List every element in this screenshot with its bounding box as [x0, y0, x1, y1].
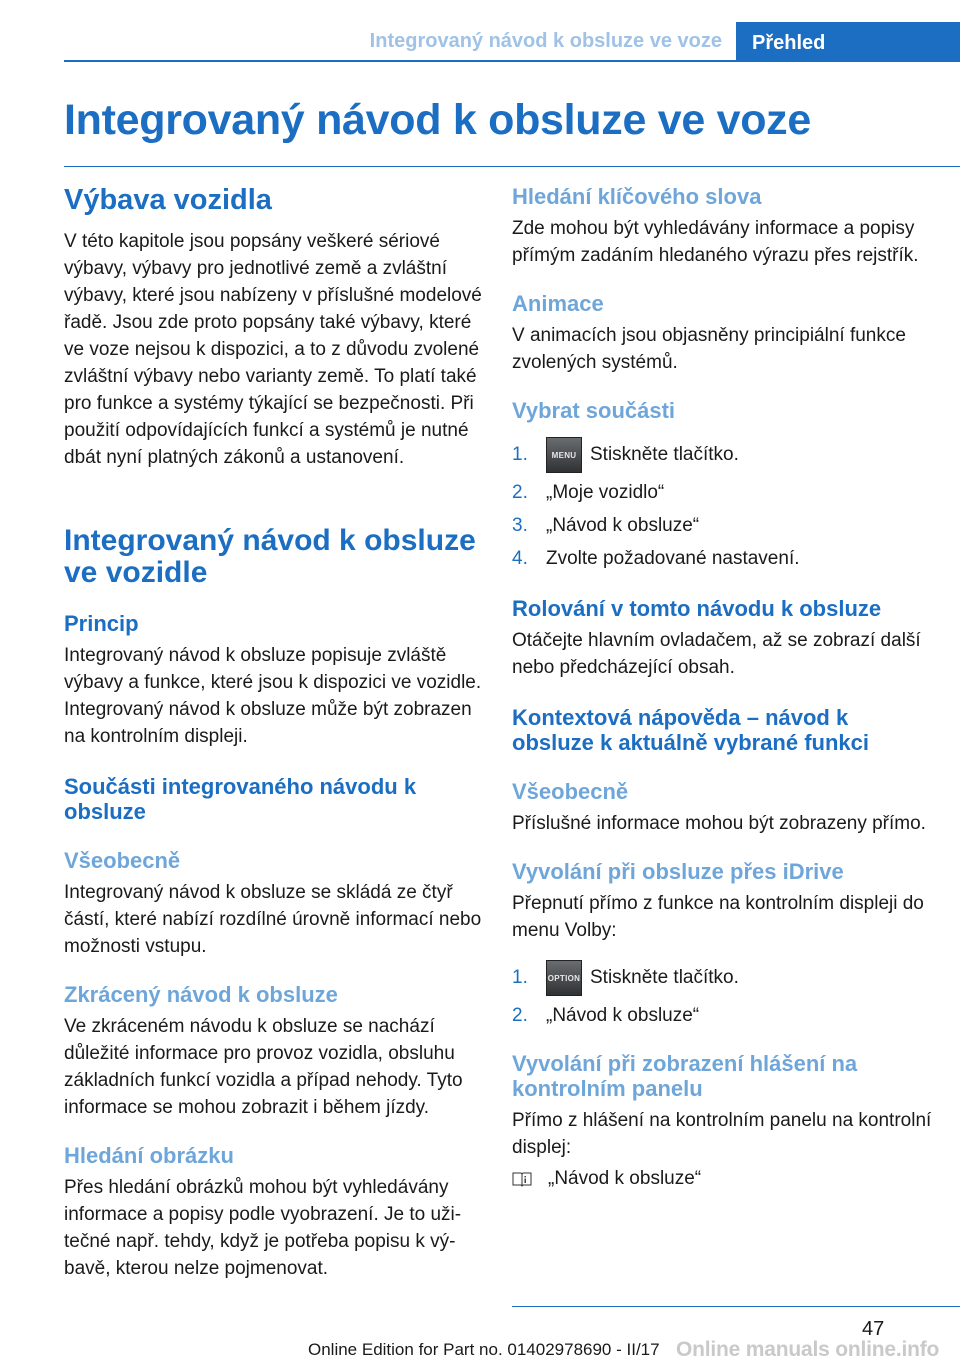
list-number: 4. — [512, 548, 528, 569]
heading-vseobecne-left: Všeobecně — [64, 848, 181, 873]
list-text: „Návod k obsluze“ — [546, 1005, 700, 1026]
left-column — [64, 184, 482, 1282]
book-icon — [512, 1171, 532, 1187]
paragraph-rolovani: Otáčejte hlavním ovladačem, až se zobrazí další nebo předcházející obsah. — [512, 630, 921, 678]
page-title: Integrovaný návod k obsluze ve voze — [64, 96, 811, 144]
list-idrive — [512, 958, 932, 1029]
list-item — [512, 545, 932, 572]
list-number: 1. — [512, 967, 528, 988]
header-chapter-tab: Přehled — [736, 22, 960, 62]
paragraph-obrazek: Přes hledání obrázků mohou být vyhledávány informace a popisy podle vyobrazení. Je to užitečné např. tehdy, když je potřeba popisu k výbavě, kterou nelze pojmenovat. — [64, 1177, 462, 1279]
paragraph-vseobecne-left: Integrovaný návod k obsluze se skládá ze čtyř částí, které nabízí rozdílné úrovně informací nebo možnosti vstupu. — [64, 882, 482, 957]
list-item — [512, 958, 932, 998]
list-number: 2. — [512, 482, 528, 503]
list-text: „Návod k obsluze“ — [546, 515, 700, 536]
paragraph-klic: Zde mohou být vyhledávány informace a popisy přímým zadáním hledaného výrazu přes rejstřík. — [512, 218, 919, 266]
paragraph-vseobecne-right: Příslušné informace mohou být zobrazeny přímo. — [512, 813, 926, 834]
heading-animace: Animace — [512, 291, 604, 316]
option-button-icon: OPTION — [546, 960, 582, 996]
paragraph-animace: V animacích jsou objasněny principiální funkce zvolených systémů. — [512, 325, 906, 373]
list-item — [512, 1002, 932, 1029]
heading-klic: Hledání klíčového slova — [512, 184, 762, 209]
manual-row-text: „Návod k obsluze“ — [548, 1168, 702, 1189]
paragraph-vybava: V této kapitole jsou popsány veškeré sériové výbavy, výbavy pro jednotlivé země a zvláštní výbavy, které jsou nabízeny v příslušné modelové řadě. Jsou zde proto popsány také výbavy, které ve voze nejsou k dispozici, a to z důvodu zvolené zvláštní výbavy nebo varianty země. To platí také pro funkce a systémy týkající se bezpečnosti. Při použití odpovídajících funkcí a systémů je nutné dbát nyní platných zákonů a ustanovení. — [64, 231, 482, 468]
list-number: 2. — [512, 1005, 528, 1026]
list-text: Zvolte požadované nastavení. — [546, 548, 800, 569]
title-rule — [64, 166, 960, 167]
heading-idrive: Vyvolání při obsluze přes iDrive — [512, 859, 844, 884]
paragraph-idrive: Přepnutí přímo z funkce na kontrolním displeji do menu Volby: — [512, 893, 924, 941]
manual-row — [512, 1165, 932, 1192]
heading-kontext: Kontextová nápověda – návod k obsluze k aktuálně vybrané funkci — [512, 705, 870, 755]
page-number: 47 — [862, 1318, 885, 1340]
menu-button-icon: MENU — [546, 437, 582, 473]
list-item — [512, 435, 932, 475]
page-header — [0, 0, 960, 62]
heading-vybrat: Vybrat součásti — [512, 398, 676, 423]
list-text: Stiskněte tlačítko. — [590, 967, 739, 988]
heading-vybava: Výbava vozidla — [64, 184, 272, 216]
watermark: Online manuals online.info — [676, 1338, 940, 1361]
heading-zkraceny: Zkrácený návod k obsluze — [64, 982, 338, 1007]
heading-rolovani: Rolování v tomto návodu k obsluze — [512, 596, 882, 621]
list-number: 3. — [512, 515, 528, 536]
paragraph-zkraceny: Ve zkráceném návodu k obsluze se nachází důležité informace pro provoz vozidla, obsluhu základních funkcí vozidla a případ nehody. Tyto informace se mohou zobrazit i během jízdy. — [64, 1016, 463, 1118]
footer-edition: Online Edition for Part no. 01402978690 - II/17 — [308, 1340, 660, 1359]
right-column — [512, 184, 932, 1192]
paragraph-hlaseni: Přímo z hlášení na kontrolním panelu na kontrolní displej: — [512, 1110, 932, 1158]
heading-soucasti: Součásti integrovaného návodu k obsluze — [64, 774, 417, 824]
heading-vseobecne-right: Všeobecně — [512, 779, 629, 804]
list-text: „Moje vozidlo“ — [546, 482, 665, 503]
heading-integrovany: Integrovaný návod k obsluze ve vozidle — [64, 524, 476, 589]
list-item — [512, 479, 932, 506]
paragraph-princip: Integrovaný návod k obsluze popisuje zvláště výbavy a funkce, které jsou k dispozici ve vozidle. Integrovaný návod k obsluze může být zobrazen na kontrolním displeji. — [64, 645, 482, 747]
list-number: 1. — [512, 444, 528, 465]
list-vybrat — [512, 435, 932, 572]
list-text: Stiskněte tlačítko. — [590, 444, 739, 465]
heading-hlaseni: Vyvolání při zobrazení hlášení na kontrolním panelu — [512, 1051, 858, 1101]
footer-rule — [512, 1306, 960, 1307]
heading-obrazek: Hledání obrázku — [64, 1143, 234, 1168]
header-section-title: Integrovaný návod k obsluze ve voze — [369, 30, 722, 52]
header-rule — [64, 60, 960, 62]
heading-princip: Princip — [64, 611, 139, 636]
list-item — [512, 512, 932, 539]
